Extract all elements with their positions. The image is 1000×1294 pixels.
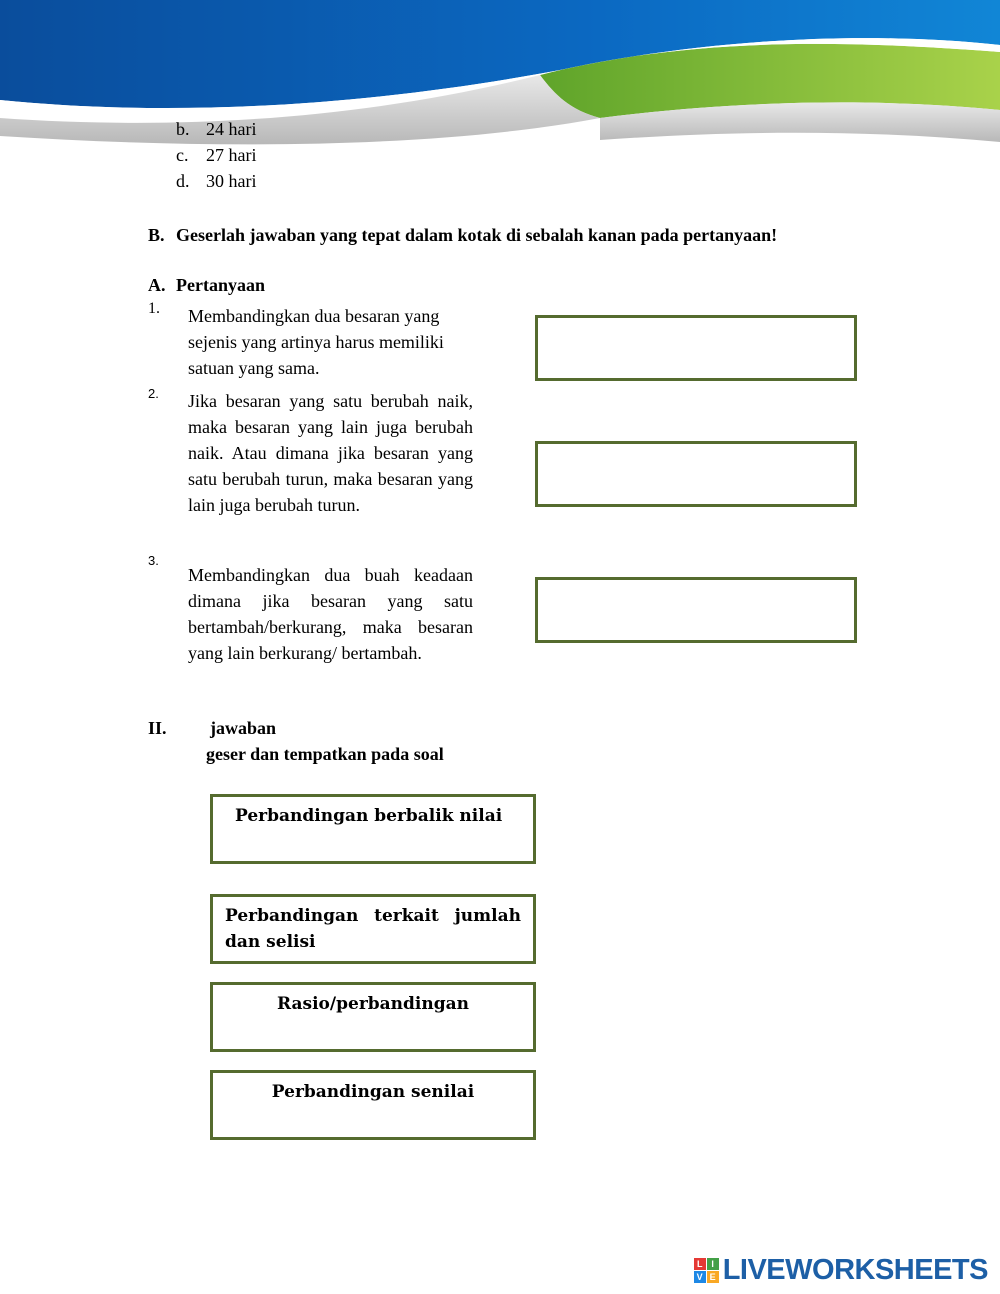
logo-tile: E [707,1271,719,1283]
pertanyaan-heading: Pertanyaan [176,275,265,295]
option-text: 24 hari [206,119,257,139]
liveworksheets-wordmark: LIVEWORKSHEETS [722,1253,988,1286]
section-ii-title: jawaban [210,718,277,738]
drop-zone-1[interactable] [535,315,857,381]
question-text: Jika besaran yang satu berubah naik, maka besaran yang lain juga berubah naik. Atau dimana jika besaran yang satu berubah turun, maka besaran yang lain juga berubah turun. [188,391,473,515]
answer-label: Rasio/perbandingan [277,994,469,1014]
question-number: 1. [148,300,160,317]
answer-card[interactable] [210,794,536,864]
answer-label: Perbandingan berbalik nilai [235,806,503,826]
section-ii-subtitle: geser dan tempatkan pada soal [206,744,444,764]
liveworksheets-logo [694,1253,988,1287]
pertanyaan-marker: A. [148,275,166,295]
answer-label: Perbandingan terkait jumlah [225,906,521,926]
answer-card[interactable] [210,1070,536,1140]
drop-zone-2[interactable] [535,441,857,507]
option-letter: c. [176,145,189,165]
answer-label: Perbandingan senilai [271,1082,475,1102]
option-letter: d. [176,171,190,191]
section-b-instruction: Geserlah jawaban yang tepat dalam kotak di sebalah kanan pada pertanyaan! [176,225,778,245]
answer-label: dan selisi [225,932,316,952]
logo-tile: I [707,1258,719,1270]
answer-options [0,116,400,196]
option-text: 30 hari [206,171,257,191]
logo-tile: L [694,1258,706,1270]
section-ii-marker: II. [148,718,167,738]
logo-tile: V [694,1271,706,1283]
drop-zone-3[interactable] [535,577,857,643]
question-text: Membandingkan dua buah keadaan dimana jika besaran yang satu bertambah/berkurang, maka besaran yang lain berkurang/ bertambah. [188,565,473,663]
question-text: Membandingkan dua besaran yang sejenis yang artinya harus memiliki satuan yang sama. [188,306,444,378]
option-letter: b. [176,119,190,139]
answer-card[interactable] [210,982,536,1052]
answer-card[interactable] [210,894,536,964]
option-text: 27 hari [206,145,257,165]
liveworksheets-icon [694,1258,719,1283]
question-number: 3. [148,553,159,568]
question-number: 2. [148,386,159,401]
section-b-marker: B. [148,225,165,245]
